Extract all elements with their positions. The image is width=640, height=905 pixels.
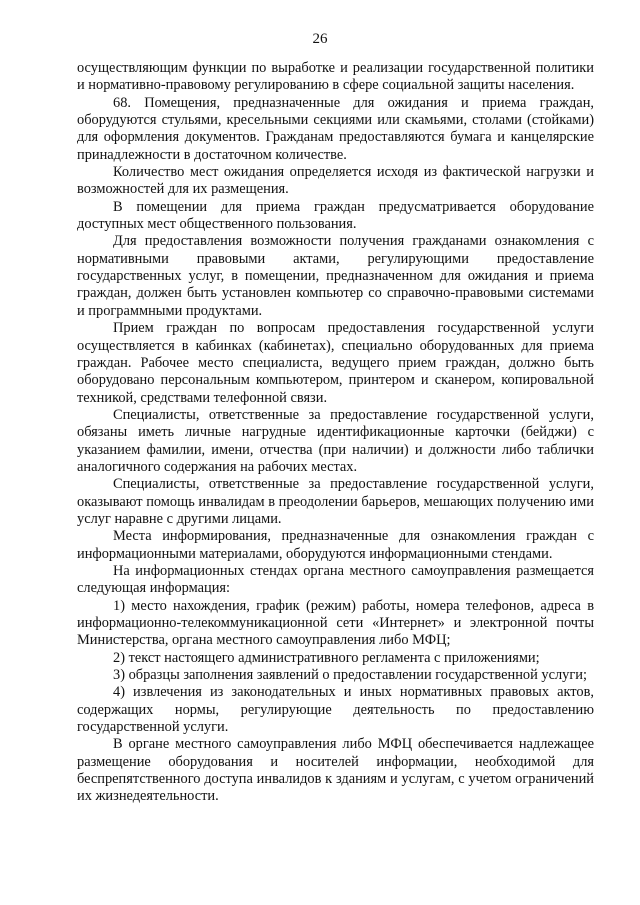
paragraph: Количество мест ожидания определяется исходя из фактической нагрузки и возможностей для их размещения. <box>77 164 594 198</box>
list-item: 4) извлечения из законодательных и иных нормативных правовых актов, содержащих нормы, регулирующие деятельность по предоставлению государственной услуги. <box>77 684 594 736</box>
page-number: 26 <box>312 31 328 47</box>
list-item: 2) текст настоящего административного регламента с приложениями; <box>113 649 540 666</box>
document-body <box>77 60 594 806</box>
paragraph: Места информирования, предназначенные для ознакомления граждан с информационными материалами, оборудуются информационными стендами. <box>77 528 594 562</box>
list-item: 3) образцы заполнения заявлений о предоставлении государственной услуги; <box>113 667 587 684</box>
list-item: 1) место нахождения, график (режим) работы, номера телефонов, адреса в информационно-телекоммуникационной сети «Интернет» и электронной почты Министерства, органа местного самоуправления либо МФЦ; <box>77 597 594 649</box>
paragraph: Для предоставления возможности получения гражданами ознакомления с нормативными правовыми актами, регулирующими предоставление государственных услуг, в помещении, предназначенном для ожидания и приема граждан, должен быть установлен компьютер со справочно-правовыми системами и программными продуктами. <box>77 233 594 319</box>
paragraph: Специалисты, ответственные за предоставление государственной услуги, обязаны иметь личные нагрудные идентификационные карточки (бейджи) с указанием фамилии, имени, отчества (при наличии) и должности либо таблички аналогичного содержания на рабочих местах. <box>77 406 594 475</box>
paragraph: На информационных стендах органа местного самоуправления размещается следующая информация: <box>77 562 594 597</box>
paragraph: Специалисты, ответственные за предоставление государственной услуги, оказывают помощь инвалидам в преодолении барьеров, мешающих получению ими услуг наравне с другими лицами. <box>77 476 594 527</box>
paragraph: В органе местного самоуправления либо МФЦ обеспечивается надлежащее размещение оборудования и носителей информации, необходимой для беспрепятственного доступа инвалидов к зданиям и услугам, с учетом ограничений их жизнедеятельности. <box>77 736 594 805</box>
paragraph: В помещении для приема граждан предусматривается оборудование доступных мест общественного пользования. <box>77 198 594 233</box>
paragraph: осуществляющим функции по выработке и реализации государственной политики и нормативно-правовому регулированию в сфере социальной защиты населения. <box>77 60 594 94</box>
paragraph: 68. Помещения, предназначенные для ожидания и приема граждан, оборудуются стульями, кресельными секциями или скамьями, столами (стойками) для оформления документов. Гражданам предоставляются бумага и канцелярские принадлежности в достаточном количестве. <box>77 94 594 163</box>
paragraph: Прием граждан по вопросам предоставления государственной услуги осуществляется в кабинках (кабинетах), специально оборудованных для приема граждан. Рабочее место специалиста, ведущего прием граждан, должно быть оборудовано персональным компьютером, принтером и сканером, копировальной техникой, средствами телефонной связи. <box>77 320 594 406</box>
